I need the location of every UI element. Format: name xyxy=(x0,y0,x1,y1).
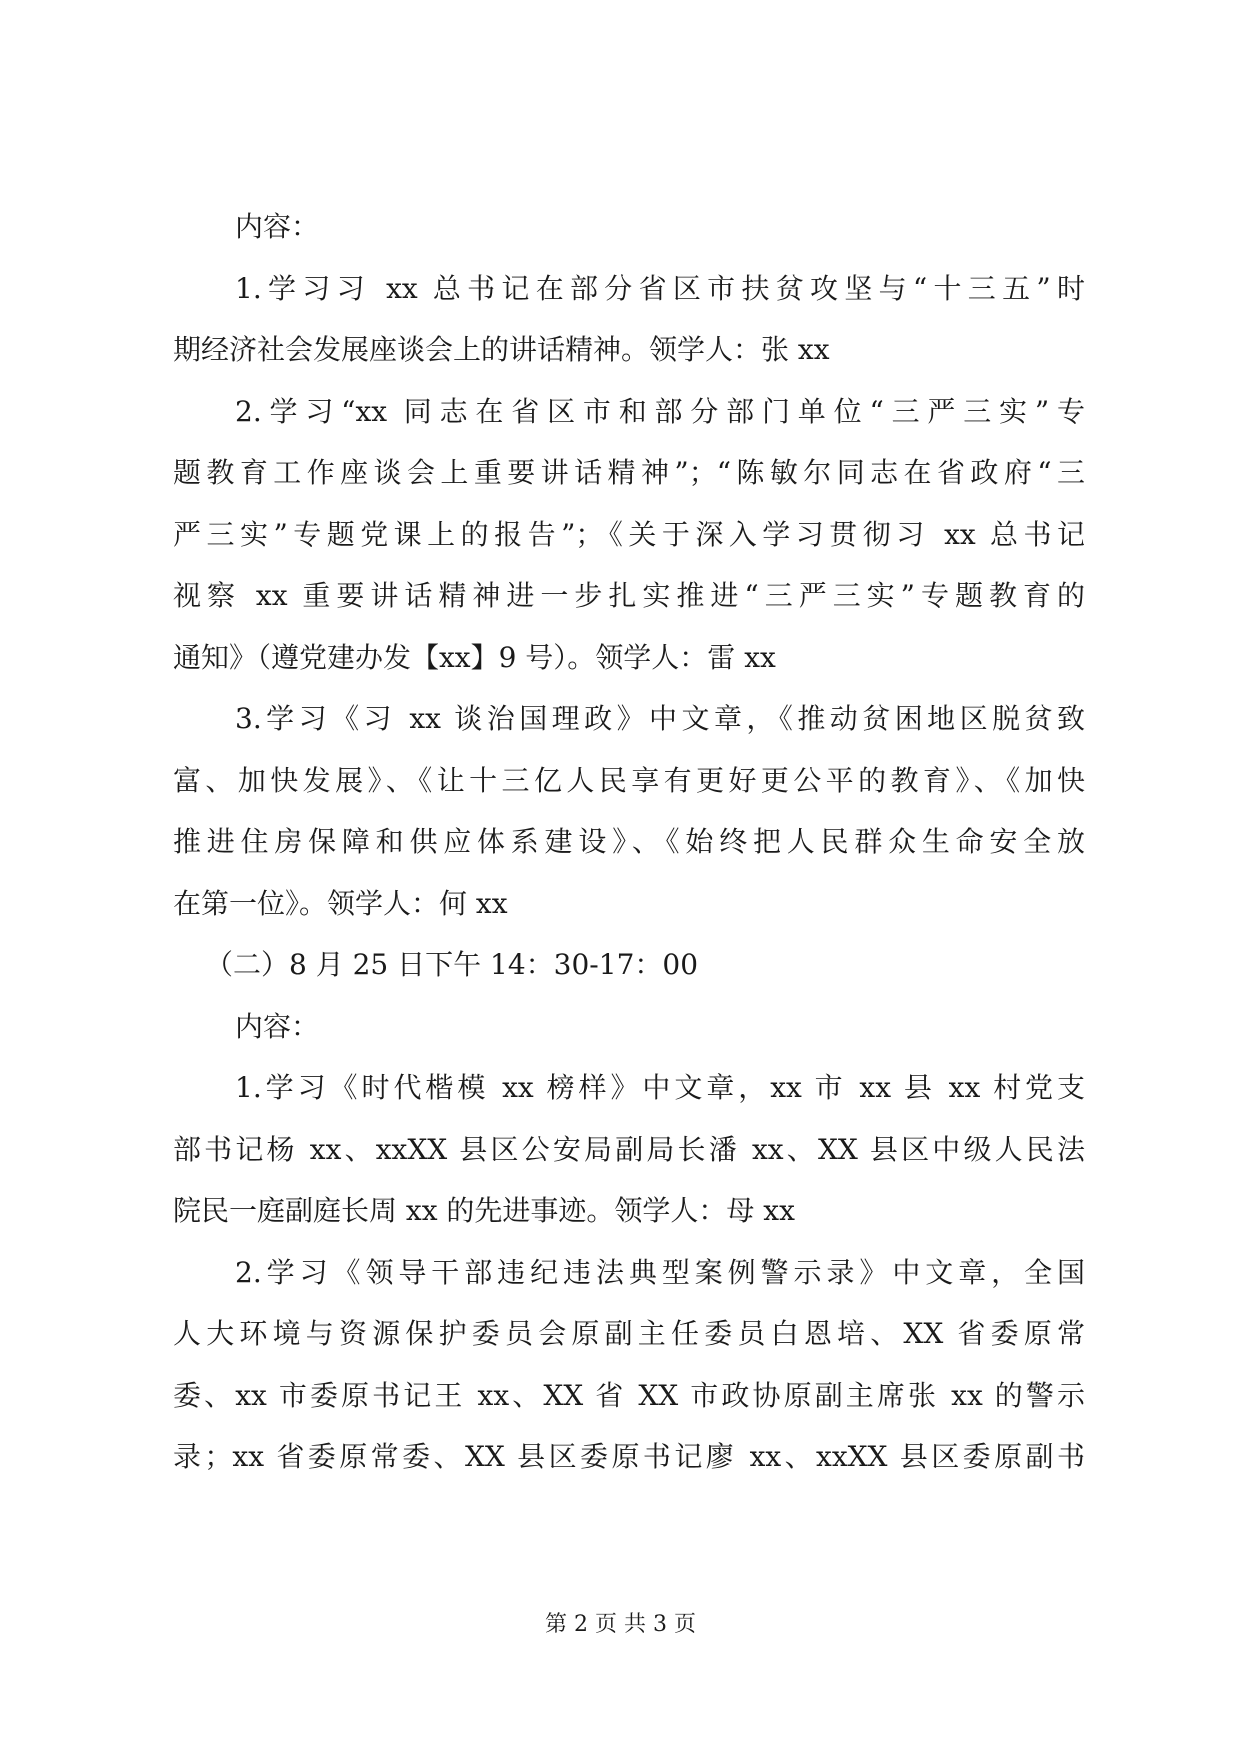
text-line: 2.学习“xx 同志在省区市和部分部门单位“三严三实”专 xyxy=(235,394,1085,428)
text-line: 1.学习《时代楷模 xx 榜样》中文章，xx 市 xx 县 xx 村党支 xyxy=(235,1071,1085,1104)
document-body xyxy=(173,196,1085,1488)
text-line: 通知》（遵党建办发【xx】9 号）。领学人：雷 xx xyxy=(173,640,776,674)
text-line: 在第一位》。领学人：何 xx xyxy=(173,886,508,920)
text-line: 3.学习《习 xx 谈治国理政》中文章，《推动贫困地区脱贫致 xyxy=(235,702,1085,735)
text-line: 推进住房保障和供应体系建设》、《始终把人民群众生命安全放 xyxy=(173,825,1085,858)
text-line: 部书记杨 xx、xxXX 县区公安局副局长潘 xx、XX 县区中级人民法 xyxy=(173,1132,1085,1166)
text-line: 2.学习《领导干部违纪违法典型案例警示录》中文章，全国 xyxy=(235,1255,1085,1289)
text-line: 严三实”专题党课上的报告”；《关于深入学习贯彻习 xx 总书记 xyxy=(173,517,1085,551)
text-line: 1.学习习 xx 总书记在部分省区市扶贫攻坚与“十三五”时 xyxy=(235,271,1085,305)
page-footer: 第 2 页 共 3 页 xyxy=(545,1612,696,1637)
text-line: 期经济社会发展座谈会上的讲话精神。领学人：张 xx xyxy=(173,333,830,366)
text-line: 内容： xyxy=(235,1009,320,1043)
text-line: 委、xx 市委原书记王 xx、XX 省 XX 市政协原副主席张 xx 的警示 xyxy=(173,1378,1085,1412)
text-line: 内容： xyxy=(235,210,320,243)
text-line: 录；xx 省委原常委、XX 县区委原书记廖 xx、xxXX 县区委原副书 xyxy=(173,1440,1085,1473)
text-line: 院民一庭副庭长周 xx 的先进事迹。领学人：母 xx xyxy=(173,1194,795,1227)
text-line: （二）8 月 25 日下午 14：30-17：00 xyxy=(205,948,699,981)
text-line: 视察 xx 重要讲话精神进一步扎实推进“三严三实”专题教育的 xyxy=(173,579,1085,612)
text-line: 题教育工作座谈会上重要讲话精神”；“陈敏尔同志在省政府“三 xyxy=(173,456,1085,489)
text-line: 人大环境与资源保护委员会原副主任委员白恩培、XX 省委原常 xyxy=(173,1317,1085,1350)
text-line: 富、加快发展》、《让十三亿人民享有更好更公平的教育》、《加快 xyxy=(173,763,1085,797)
